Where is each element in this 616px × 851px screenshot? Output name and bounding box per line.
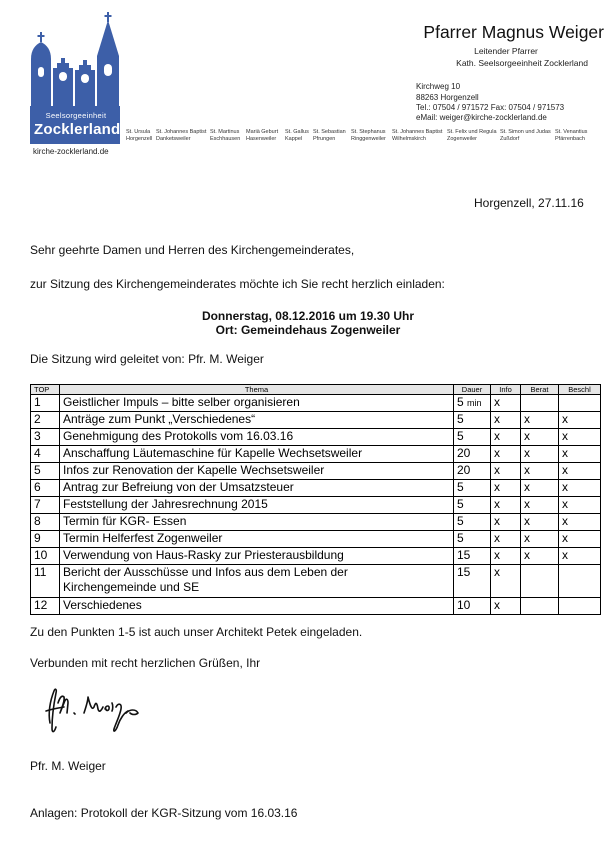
cell-thema: Genehmigung des Protokolls vom 16.03.16	[60, 429, 454, 446]
cell-thema: Bericht der Ausschüsse und Infos aus dem Leben der Kirchengemeinde und SE	[60, 565, 454, 598]
cell-beschl: x	[559, 412, 601, 429]
phone-fax: Tel.: 07504 / 971572 Fax: 07504 / 971573	[416, 103, 565, 112]
cell-beschl: x	[559, 429, 601, 446]
cell-info: x	[491, 446, 521, 463]
parish-item: St. Felix und Regula Zogenweiler	[447, 129, 497, 142]
cell-info: x	[491, 480, 521, 497]
logo-line1: Seelsorgeeinheit	[45, 111, 107, 120]
col-header-berat: Berat	[521, 385, 559, 395]
church-towers-logo	[30, 12, 120, 118]
cell-berat	[521, 395, 559, 412]
address-city: 88263 Horgenzell	[416, 93, 479, 102]
led-by: Die Sitzung wird geleitet von: Pfr. M. Weiger	[30, 352, 264, 366]
cell-top: 3	[31, 429, 60, 446]
parish-item: St. Stephanus Ringgenweiler	[351, 129, 386, 142]
parish-item: St. Johannes Baptist Danketsweiler	[156, 129, 207, 142]
cell-top: 7	[31, 497, 60, 514]
table-row	[31, 598, 601, 615]
cell-thema: Antrag zur Befreiung von der Umsatzsteuer	[60, 480, 454, 497]
cell-beschl	[559, 395, 601, 412]
parish-item: Mariä Geburt Hasenweiler	[246, 129, 279, 142]
cell-top: 5	[31, 463, 60, 480]
handwritten-signature	[40, 683, 165, 735]
table-row	[31, 412, 601, 429]
cell-info: x	[491, 463, 521, 480]
table-row	[31, 565, 601, 598]
letter-date: Horgenzell, 27.11.16	[474, 196, 584, 210]
email-link[interactable]: eMail: weiger@kirche-zocklerland.de	[416, 113, 547, 122]
cell-top: 6	[31, 480, 60, 497]
cell-dauer: 5	[454, 412, 491, 429]
cell-beschl: x	[559, 514, 601, 531]
cell-dauer: 5	[454, 531, 491, 548]
cell-info: x	[491, 412, 521, 429]
cell-top: 11	[31, 565, 60, 598]
table-row	[31, 463, 601, 480]
logo-website[interactable]: kirche-zocklerland.de	[33, 147, 109, 156]
cell-info: x	[491, 565, 521, 598]
cell-top: 4	[31, 446, 60, 463]
table-row	[31, 429, 601, 446]
cell-berat	[521, 565, 559, 598]
col-header-top: TOP	[31, 385, 60, 395]
cell-dauer: 15	[454, 565, 491, 598]
cell-thema: Feststellung der Jahresrechnung 2015	[60, 497, 454, 514]
cell-info: x	[491, 497, 521, 514]
cell-info: x	[491, 598, 521, 615]
cell-berat: x	[521, 446, 559, 463]
cell-dauer: 15	[454, 548, 491, 565]
cell-berat: x	[521, 531, 559, 548]
cell-beschl: x	[559, 480, 601, 497]
cell-beschl: x	[559, 463, 601, 480]
intro-text: zur Sitzung des Kirchengemeinderates möchte ich Sie recht herzlich einladen:	[30, 277, 445, 291]
parish-item: St. Ursula Horgenzell	[126, 129, 153, 142]
cell-top: 2	[31, 412, 60, 429]
table-header-row	[31, 385, 601, 395]
cell-dauer: 5 min	[454, 395, 491, 412]
architect-note: Zu den Punkten 1-5 ist auch unser Architekt Petek eingeladen.	[30, 625, 363, 639]
cell-beschl: x	[559, 548, 601, 565]
cell-info: x	[491, 429, 521, 446]
cell-berat	[521, 598, 559, 615]
parish-item: St. Martinus Eschhausen	[210, 129, 241, 142]
cell-top: 8	[31, 514, 60, 531]
cell-thema: Verschiedenes	[60, 598, 454, 615]
col-header-beschl: Beschl	[559, 385, 601, 395]
closing: Verbunden mit recht herzlichen Grüßen, Ihr	[30, 656, 261, 670]
cell-info: x	[491, 395, 521, 412]
cell-thema: Anschaffung Läutemaschine für Kapelle Wechsetsweiler	[60, 446, 454, 463]
cell-thema: Geistlicher Impuls – bitte selber organisieren	[60, 395, 454, 412]
cell-berat: x	[521, 463, 559, 480]
cell-beschl: x	[559, 497, 601, 514]
table-row	[31, 395, 601, 412]
cell-dauer: 5	[454, 429, 491, 446]
table-row	[31, 531, 601, 548]
cell-berat: x	[521, 480, 559, 497]
cell-beschl: x	[559, 531, 601, 548]
cell-thema: Verwendung von Haus-Rasky zur Priesterausbildung	[60, 548, 454, 565]
logo-line2: Zocklerland	[34, 121, 121, 138]
cell-top: 9	[31, 531, 60, 548]
col-header-info: Info	[491, 385, 521, 395]
cell-dauer: 20	[454, 463, 491, 480]
parish-item: St. Sebastian Pfrungen	[313, 129, 346, 142]
parish-item: St. Johannes Baptist Wilhelmskirch	[392, 129, 443, 142]
table-row	[31, 548, 601, 565]
cell-dauer: 5	[454, 514, 491, 531]
cell-info: x	[491, 514, 521, 531]
table-row	[31, 497, 601, 514]
cell-berat: x	[521, 514, 559, 531]
address-street: Kirchweg 10	[416, 82, 461, 91]
cell-berat: x	[521, 412, 559, 429]
cell-top: 10	[31, 548, 60, 565]
cell-thema: Anträge zum Punkt „Verschiedenes“	[60, 412, 454, 429]
meeting-date: Donnerstag, 08.12.2016 um 19.30 Uhr	[201, 309, 415, 323]
cell-dauer: 5	[454, 480, 491, 497]
cell-top: 12	[31, 598, 60, 615]
cell-dauer: 5	[454, 497, 491, 514]
cell-berat: x	[521, 429, 559, 446]
table-row	[31, 514, 601, 531]
attachments: Anlagen: Protokoll der KGR-Sitzung vom 16.03.16	[30, 806, 298, 820]
table-row	[31, 446, 601, 463]
sender-signature-name: Pfr. M. Weiger	[30, 759, 106, 773]
cell-thema: Termin Helferfest Zogenweiler	[60, 531, 454, 548]
cell-dauer: 10	[454, 598, 491, 615]
cell-berat: x	[521, 548, 559, 565]
meeting-place: Ort: Gemeindehaus Zogenweiler	[215, 323, 401, 337]
agenda-table	[30, 384, 601, 615]
cell-thema: Termin für KGR- Essen	[60, 514, 454, 531]
cell-info: x	[491, 548, 521, 565]
salutation: Sehr geehrte Damen und Herren des Kirchengemeinderates,	[30, 243, 355, 257]
sender-org: Kath. Seelsorgeeinheit Zocklerland	[456, 58, 588, 68]
parish-item: St. Venantius Pfärrenbach	[555, 129, 588, 142]
cell-beschl	[559, 565, 601, 598]
cell-beschl	[559, 598, 601, 615]
cell-dauer: 20	[454, 446, 491, 463]
parish-item: St. Gallus Kappel	[285, 129, 309, 142]
col-header-thema: Thema	[60, 385, 454, 395]
sender-name: Pfarrer Magnus Weiger	[423, 22, 604, 42]
cell-berat: x	[521, 497, 559, 514]
cell-top: 1	[31, 395, 60, 412]
col-header-dauer: Dauer	[454, 385, 491, 395]
cell-thema: Infos zur Renovation der Kapelle Wechsetsweiler	[60, 463, 454, 480]
table-row	[31, 480, 601, 497]
sender-role: Leitender Pfarrer	[474, 46, 538, 56]
cell-info: x	[491, 531, 521, 548]
parish-item: St. Simon und Judas Zußdorf	[500, 129, 551, 142]
cell-beschl: x	[559, 446, 601, 463]
